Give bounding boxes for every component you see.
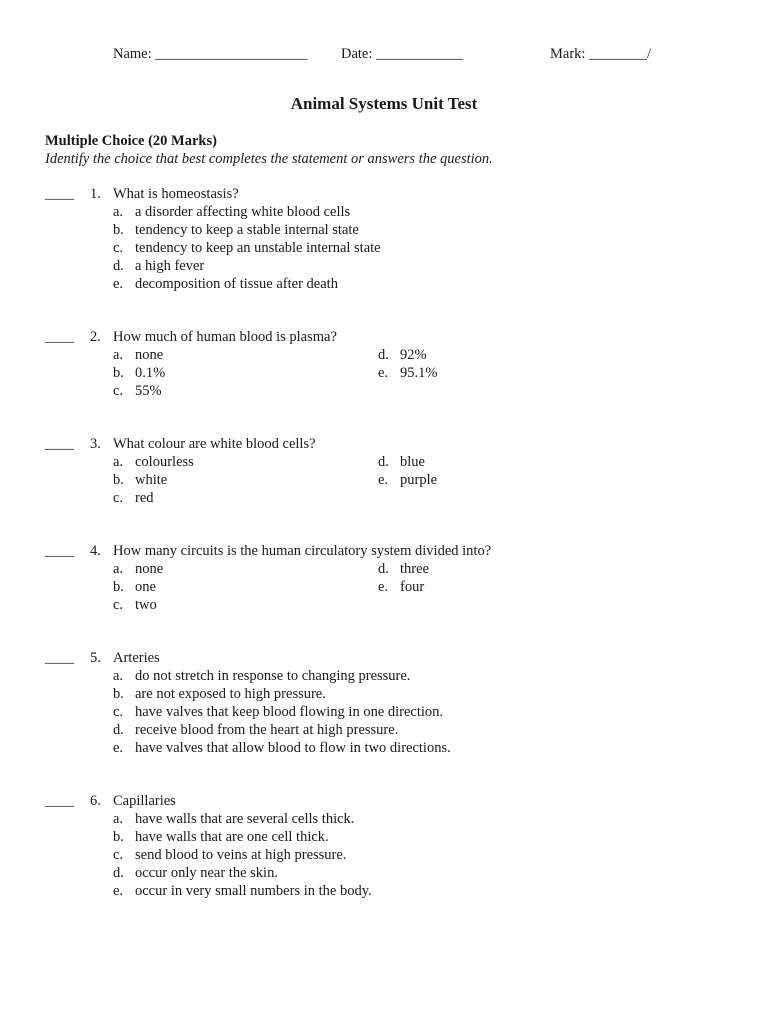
section-title: Multiple Choice (20 Marks)	[45, 133, 217, 149]
option-text: blue	[400, 454, 425, 470]
option-text: send blood to veins at high pressure.	[135, 847, 347, 863]
option-letter: e.	[113, 276, 124, 292]
option-letter: c.	[113, 383, 124, 399]
option-text: a disorder affecting white blood cells	[135, 204, 351, 220]
question-stem: Arteries	[113, 650, 160, 666]
option-text: three	[400, 561, 429, 577]
question-stem: What is homeostasis?	[113, 186, 239, 202]
option-text: none	[135, 561, 164, 577]
option-letter: e.	[378, 579, 389, 595]
date-field-label: Date: ____________	[341, 46, 464, 62]
question-stem: How many circuits is the human circulatory system divided into?	[113, 543, 492, 559]
option-letter: a.	[113, 668, 124, 684]
option-letter: d.	[113, 865, 124, 881]
option-text: 95.1%	[400, 365, 438, 381]
option-text: a high fever	[135, 258, 205, 274]
option-letter: b.	[113, 365, 124, 381]
question-number: 2.	[90, 329, 101, 345]
answer-blank: ____	[45, 793, 74, 809]
option-letter: a.	[113, 204, 124, 220]
option-text: have valves that keep blood flowing in one direction.	[135, 704, 444, 720]
option-text: 0.1%	[135, 365, 166, 381]
question-stem: How much of human blood is plasma?	[113, 329, 337, 345]
option-letter: e.	[113, 883, 124, 899]
option-text: tendency to keep an unstable internal state	[135, 240, 381, 256]
option-letter: e.	[113, 740, 124, 756]
option-letter: c.	[113, 490, 124, 506]
page-title: Animal Systems Unit Test	[290, 94, 478, 113]
option-text: four	[400, 579, 425, 595]
option-letter: d.	[113, 722, 124, 738]
option-text: two	[135, 597, 157, 613]
option-letter: c.	[113, 597, 124, 613]
option-letter: b.	[113, 222, 124, 238]
option-letter: a.	[113, 811, 124, 827]
option-letter: d.	[378, 561, 389, 577]
option-text: white	[135, 472, 168, 488]
answer-blank: ____	[45, 186, 74, 202]
option-letter: b.	[113, 579, 124, 595]
option-text: tendency to keep a stable internal state	[135, 222, 359, 238]
option-text: occur only near the skin.	[135, 865, 278, 881]
question-number: 3.	[90, 436, 101, 452]
option-text: have walls that are several cells thick.	[135, 811, 355, 827]
option-letter: b.	[113, 686, 124, 702]
question-number: 4.	[90, 543, 101, 559]
answer-blank: ____	[45, 329, 74, 345]
option-text: occur in very small numbers in the body.	[135, 883, 372, 899]
section-instructions: Identify the choice that best completes the statement or answers the question.	[45, 151, 493, 167]
option-letter: e.	[378, 365, 389, 381]
option-text: red	[135, 490, 154, 506]
option-letter: e.	[378, 472, 389, 488]
option-letter: b.	[113, 829, 124, 845]
option-text: have valves that allow blood to flow in two directions.	[135, 740, 451, 756]
option-letter: a.	[113, 454, 124, 470]
option-text: do not stretch in response to changing pressure.	[135, 668, 411, 684]
mark-field-label: Mark: ________/	[550, 46, 652, 62]
option-letter: c.	[113, 704, 124, 720]
option-text: none	[135, 347, 164, 363]
option-text: are not exposed to high pressure.	[135, 686, 326, 702]
answer-blank: ____	[45, 650, 74, 666]
option-letter: a.	[113, 347, 124, 363]
option-letter: c.	[113, 240, 124, 256]
option-letter: d.	[378, 347, 389, 363]
question-stem: What colour are white blood cells?	[113, 436, 316, 452]
option-text: receive blood from the heart at high pressure.	[135, 722, 399, 738]
option-text: decomposition of tissue after death	[135, 276, 338, 292]
option-text: one	[135, 579, 156, 595]
name-field-label: Name: _____________________	[113, 46, 308, 62]
option-text: 55%	[135, 383, 162, 399]
answer-blank: ____	[45, 543, 74, 559]
answer-blank: ____	[45, 436, 74, 452]
option-letter: a.	[113, 561, 124, 577]
option-letter: b.	[113, 472, 124, 488]
question-stem: Capillaries	[113, 793, 176, 809]
option-letter: d.	[113, 258, 124, 274]
question-number: 5.	[90, 650, 101, 666]
option-text: have walls that are one cell thick.	[135, 829, 329, 845]
option-text: colourless	[135, 454, 194, 470]
option-letter: d.	[378, 454, 389, 470]
option-text: purple	[400, 472, 438, 488]
option-text: 92%	[400, 347, 427, 363]
option-letter: c.	[113, 847, 124, 863]
question-number: 6.	[90, 793, 101, 809]
question-number: 1.	[90, 186, 101, 202]
